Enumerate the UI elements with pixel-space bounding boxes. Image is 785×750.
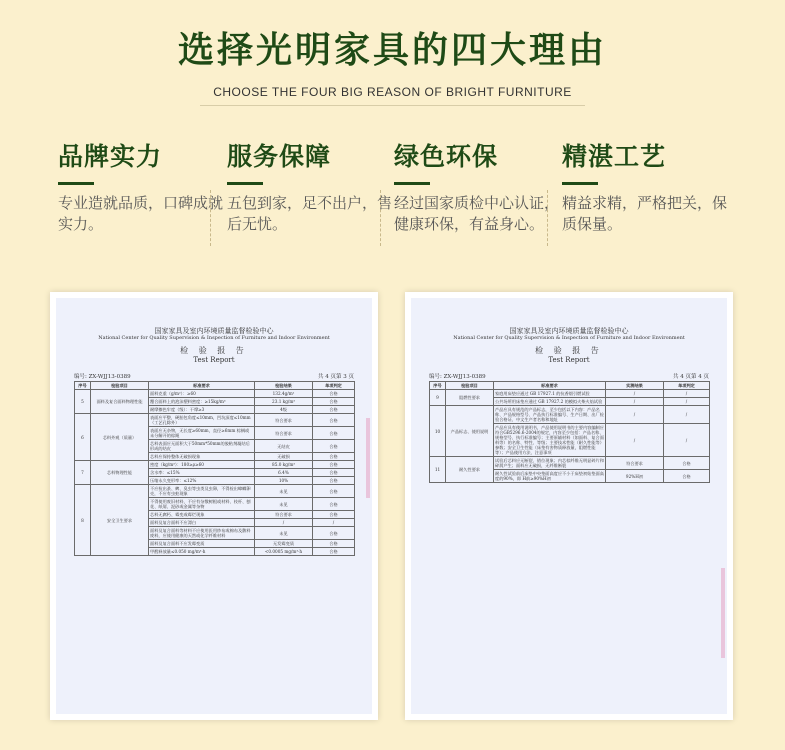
test-result: 132.4g/m² (255, 390, 313, 398)
test-result: 符合要求 (255, 427, 313, 440)
requirement: 耐久性试验前后床垫中央垫面高度应不小于床垫初始垫面高度的90%，即 H前≥90%H初 (495, 471, 604, 481)
reason-description: 五包到家，足不出户，售后无忧。 (227, 194, 393, 233)
row-number: 7 (75, 461, 91, 485)
table-header-cell: 序号 (75, 382, 91, 390)
requirement: 产品应具有规范的产品标志，至少包括以下内容：产品名称、产品规格型号、产品执行标准编号、生产日期、出厂检验合格证、中文生产者名称和地址 (495, 407, 604, 422)
table-row (430, 406, 710, 424)
requirement: 面料克重（g/m²）：≥60 (149, 390, 255, 398)
requirement: 面料及复合面料等材料不应使用医用纱布或棉布及敷料废料，应使用健康的天然或化学纤维材料 (149, 527, 255, 540)
test-item: 耐久性要求 (446, 457, 494, 483)
test-result: 23.1 kg/m³ (255, 398, 313, 406)
reason-underline (227, 182, 263, 185)
test-item: 面料及复合面料物理性能 (91, 390, 149, 414)
report-number: 编号: ZX-WJJ13-0389 (429, 374, 486, 380)
requirement: 家庭用床垫应通过 GB 17927.1 的抗香烟引燃试验 (494, 390, 606, 398)
test-result: / (606, 424, 664, 457)
requirement: 芯料表面应无面积大于50mm*50mm的胶粘剂凝结后形成的结皮 (149, 440, 255, 453)
requirement: 压缩永久变形率：≤12% (149, 477, 255, 485)
verdict: 合格 (313, 469, 355, 477)
table-header-cell: 检验结果 (255, 382, 313, 390)
table-row (430, 390, 710, 398)
verdict: 合格 (313, 511, 355, 519)
verdict: / (313, 519, 355, 527)
test-result: 无发霉变质 (255, 540, 313, 548)
report-org-en: National Center for Quality Supervision & Inspection of Furniture and Indoor Environment (453, 335, 685, 341)
requirement: 表面应无杂物，无长度≥60mm，直径≥6mm 棕榈或未分解开的棕绳 (149, 427, 255, 440)
table-row (430, 457, 710, 470)
table-header-cell: 实测结果 (606, 382, 664, 390)
verdict: / (664, 424, 710, 457)
table-header-cell: 单项判定 (313, 382, 355, 390)
test-result: 6.4% (255, 469, 313, 477)
test-item: 芯料外观（质量） (91, 414, 149, 461)
page-subtitle: CHOOSE THE FOUR BIG REASON OF BRIGHT FURNITURE (213, 85, 572, 99)
requirement: 公共场所用床垫应通过 GB 17927.2 的模拟火柴火焰试验 (494, 398, 606, 406)
requirement: 不应检出蚤、蜱、臭虫等虫类及虫卵，不得检出蟑螂卵壳，不应有虫蛀现象 (149, 485, 255, 498)
test-result: <0.0005 mg/m³·h (255, 548, 313, 556)
report-sheet (56, 298, 372, 714)
row-number: 6 (75, 414, 91, 461)
verdict: 合格 (313, 427, 355, 440)
verdict: 合格 (313, 477, 355, 485)
verdict: / (664, 398, 710, 406)
test-item: 安全卫生要求 (91, 485, 149, 556)
test-result: 符合要求 (606, 457, 664, 470)
subtitle-divider (200, 105, 585, 106)
table-header-cell: 序号 (430, 382, 446, 390)
verdict: 合格 (313, 406, 355, 414)
reason-title: 品牌实力 (58, 142, 163, 171)
test-result: 4级 (255, 406, 313, 414)
test-item: 芯料物理性能 (91, 461, 149, 485)
row-number: 5 (75, 390, 91, 414)
test-result: 无结皮 (255, 440, 313, 453)
report-org-cn: 国家家具及室内环境质量监督检验中心 (509, 327, 629, 335)
reason-divider (210, 190, 211, 246)
reason-divider (380, 190, 381, 246)
verdict: 合格 (313, 390, 355, 398)
verdict: 合格 (313, 498, 355, 511)
test-result: 无破损 (255, 453, 313, 461)
verdict: 合格 (313, 485, 355, 498)
test-item: 产品标志、使用说明 (446, 406, 494, 457)
report-title-en: Test Report (193, 356, 235, 364)
report-pages: 共 4 页第 4 页 (673, 374, 709, 380)
test-result: 符合要求 (255, 414, 313, 427)
verdict: / (664, 390, 710, 398)
verdict: / (664, 406, 710, 424)
test-result: 未见 (255, 527, 313, 540)
verdict: 合格 (313, 398, 355, 406)
reason-title: 服务保障 (227, 142, 332, 171)
requirement: 密度（kg/m³）：180≥ρ≥60 (149, 461, 255, 469)
table-row (75, 390, 355, 398)
report-table (74, 381, 355, 556)
stamp-mark (366, 418, 370, 498)
test-report-page-4 (405, 292, 733, 720)
verdict: 合格 (313, 540, 355, 548)
requirement: 含水率：≤15% (149, 469, 255, 477)
test-result: / (255, 519, 313, 527)
report-title-cn: 检 验 报 告 (535, 346, 603, 355)
requirement: 试验后芯料应无断裂、错位现象；内芯棕纤维无明显碎片和碎屑产生；面料应无破损，无纤维断裂 (495, 458, 604, 468)
requirement: 面料及复合面料不应漂白 (149, 519, 255, 527)
reason-underline (562, 182, 598, 185)
test-report-page-3 (50, 292, 378, 720)
requirement: 耐摩擦色牢度（级）：干摩≥3 (149, 406, 255, 414)
table-row (75, 461, 355, 469)
reason-underline (394, 182, 430, 185)
test-result: 92%H初 (606, 470, 664, 483)
table-header-cell: 标准要求 (149, 382, 255, 390)
table-header-cell: 检验项目 (446, 382, 494, 390)
stamp-mark (721, 568, 725, 658)
reason-brand (58, 140, 238, 235)
requirement: 产品应具有使用说明书，产品使用说明书的主要内容编制应符合GB5296.6-2004的规定，内容至少包括：产品名称、规格型号、执行标准编号；主要原辅材料（如面料、复合面料等）的名称、特性、等级；主要技术性能（耐久性能等）参数；安全卫生性能（床垫有害物质释放量，阻燃性能等）；产品使用方法、注意事项 (495, 425, 604, 455)
verdict: 合格 (313, 548, 355, 556)
verdict: 合格 (313, 414, 355, 427)
test-result: 未见 (255, 498, 313, 511)
reason-craft (562, 140, 742, 235)
row-number: 10 (430, 406, 446, 457)
table-row (75, 414, 355, 427)
reason-description: 经过国家质检中心认证，健康环保，有益身心。 (394, 194, 560, 233)
row-number: 8 (75, 485, 91, 556)
test-result: / (606, 390, 664, 398)
reason-underline (58, 182, 94, 185)
report-sheet (411, 298, 727, 714)
verdict: 合格 (313, 453, 355, 461)
report-title-cn: 检 验 报 告 (180, 346, 248, 355)
report-number: 编号: ZX-WJJ13-0389 (74, 374, 131, 380)
test-result: 85.0 kg/m³ (255, 461, 313, 469)
report-org-en: National Center for Quality Supervision & Inspection of Furniture and Indoor Environment (98, 335, 330, 341)
page-title: 选择光明家具的四大理由 (177, 30, 607, 71)
reason-description: 精益求精，严格把关，保质保量。 (562, 194, 728, 233)
requirement: 表面应平整，硬胎包角度≤10mm，凹坑深度≤10mm（工艺孔除外） (149, 414, 255, 427)
reason-title: 绿色环保 (394, 142, 499, 171)
test-result: 符合要求 (255, 511, 313, 519)
row-number: 9 (430, 390, 446, 406)
verdict: 合格 (313, 527, 355, 540)
test-result: / (606, 398, 664, 406)
requirement: 面料及复合面料不应发霉变质 (149, 540, 255, 548)
verdict: 合格 (664, 457, 710, 470)
table-header-cell: 检验项目 (91, 382, 149, 390)
reason-divider (547, 190, 548, 246)
table-header-cell: 标准要求 (494, 382, 606, 390)
test-item: 阻燃性要求 (446, 390, 494, 406)
report-org-cn: 国家家具及室内环境质量监督检验中心 (154, 327, 274, 335)
verdict: 合格 (664, 470, 710, 483)
test-result: 10% (255, 477, 313, 485)
report-pages: 共 4 页第 3 页 (318, 374, 354, 380)
requirement: 芯料应保持整体无破损现象 (149, 453, 255, 461)
report-title-en: Test Report (548, 356, 590, 364)
requirement: 覆合面料上的泡沫塑料密度：≥15kg/m³ (149, 398, 255, 406)
table-row (75, 485, 355, 498)
requirement: 不得使用废旧材料，不应有杂散树根或材料、枝杆、刨花、纸屑、泥砂或金属等杂物 (149, 498, 255, 511)
report-table (429, 381, 710, 483)
requirement: 芯料无腐朽、霉变或霉烂现象 (149, 511, 255, 519)
reason-title: 精湛工艺 (562, 142, 667, 171)
verdict: 合格 (313, 440, 355, 453)
table-header-cell: 单项判定 (664, 382, 710, 390)
reason-description: 专业造就品质，口碑成就实力。 (58, 194, 224, 233)
row-number: 11 (430, 457, 446, 483)
test-result: 未见 (255, 485, 313, 498)
requirement: 甲醛释放量≤0.050 mg/m³·h (149, 548, 255, 556)
test-result: / (606, 406, 664, 424)
verdict: 合格 (313, 461, 355, 469)
